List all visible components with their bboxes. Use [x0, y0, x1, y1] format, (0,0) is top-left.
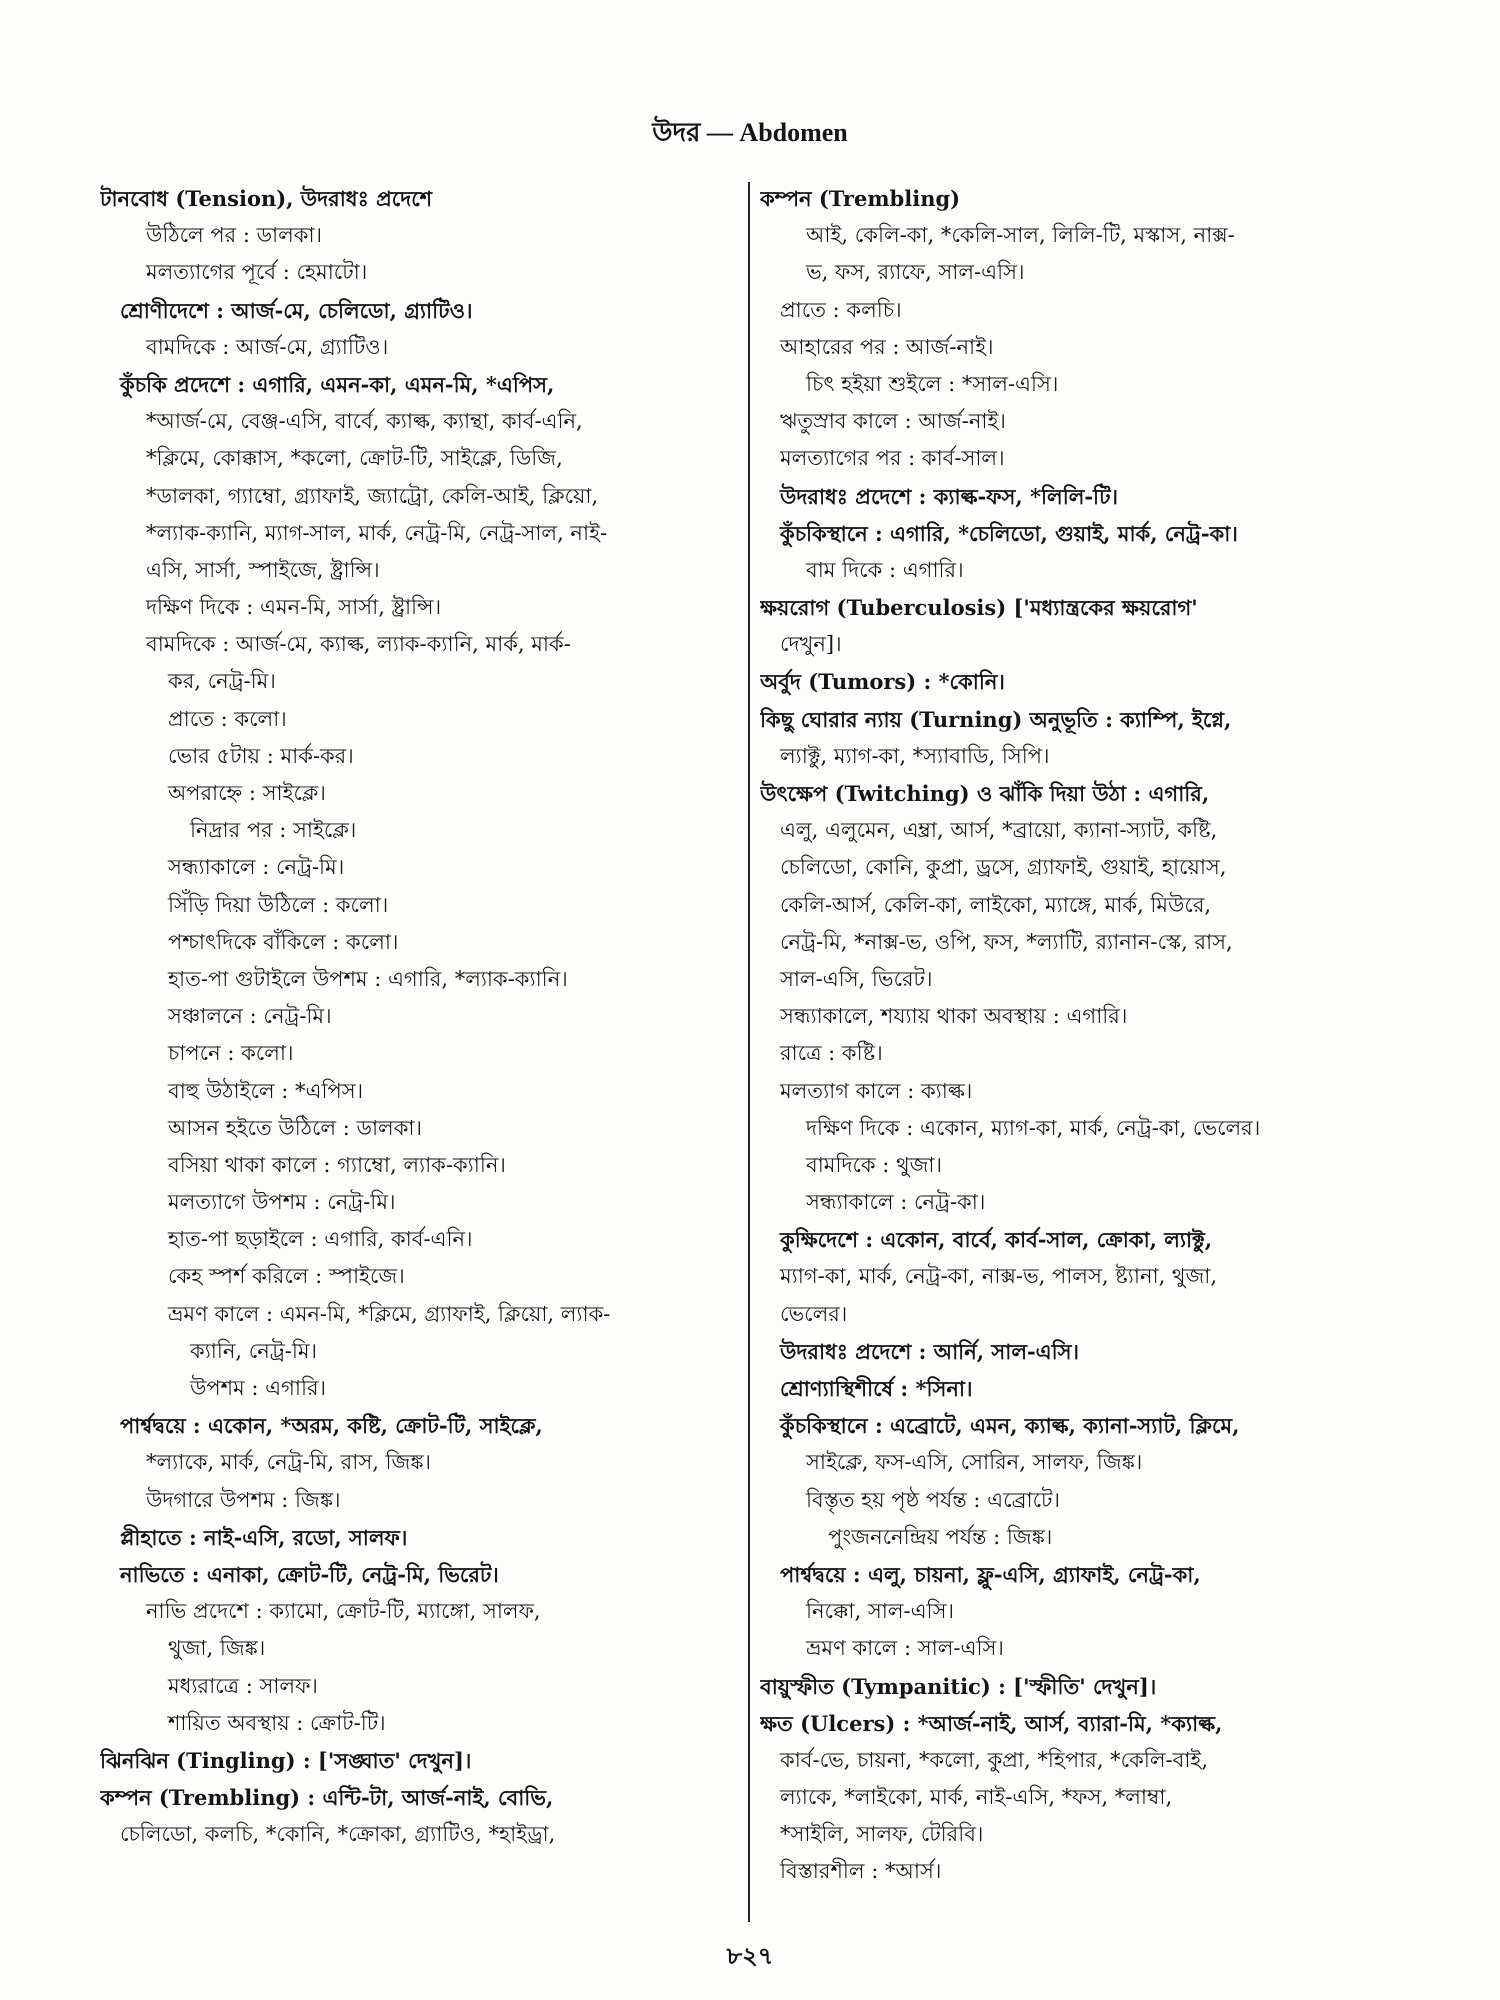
- repertory-line: নেট্র-মি, *নাক্স-ভ, ওপি, ফস, *ল্যাটি, র‍্যানান-স্কে, রাস,: [780, 929, 1233, 954]
- left-column: [100, 180, 740, 1853]
- repertory-line: বামদিকে : আর্জ-মে, গ্র্যাটিও।: [146, 334, 389, 359]
- repertory-line: সাইক্লে, ফস-এসি, সোরিন, সালফ, জিঙ্ক।: [806, 1450, 1143, 1475]
- repertory-line: বাম দিকে : এগারি।: [806, 557, 964, 582]
- repertory-line: ভেলের।: [780, 1301, 848, 1326]
- page-header: উদর — Abdomen: [652, 118, 848, 147]
- repertory-line: চাপনে : কলো।: [168, 1041, 294, 1066]
- repertory-line: বায়ুস্ফীত (Tympanitic) : ['স্ফীতি' দেখুন]।: [760, 1673, 1157, 1699]
- repertory-line: উদরাধঃ প্রদেশে : ক্যাল্ক-ফস, *লিলি-টি।: [780, 483, 1119, 509]
- repertory-line: কুঁচকি প্রদেশে : এগারি, এমন-কা, এমন-মি, *এপিস,: [120, 371, 555, 397]
- repertory-line: সন্ধ্যাকালে, শয্যায় থাকা অবস্থায় : এগারি।: [780, 1004, 1128, 1029]
- repertory-line: নিদ্রার পর : সাইক্লে।: [190, 818, 357, 843]
- repertory-line: শায়িত অবস্থায় : ক্রোট-টি।: [168, 1710, 386, 1735]
- page-number: ৮২৭: [726, 1941, 774, 1970]
- repertory-line: দক্ষিণ দিকে : এমন-মি, সার্সা, ষ্ট্রান্সি।: [146, 595, 442, 620]
- repertory-line: কম্পন (Trembling) : এন্টি-টা, আর্জ-নাই, বোভি,: [100, 1785, 554, 1811]
- repertory-line: শ্রোণ্যাস্থিশীর্ষে : *সিনা।: [780, 1376, 973, 1401]
- repertory-line: হাত-পা গুটাইলে উপশম : এগারি, *ল্যাক-ক্যানি।: [168, 966, 568, 991]
- repertory-line: মধ্যরাত্রে : সালফ।: [168, 1673, 318, 1698]
- repertory-line: বসিয়া থাকা কালে : গ্যাম্বো, ল্যাক-ক্যানি।: [168, 1152, 506, 1177]
- repertory-line: ঋতুস্রাব কালে : আর্জ-নাই।: [780, 409, 1006, 434]
- repertory-line: *ল্যাকে, মার্ক, নেট্র-মি, রাস, জিঙ্ক।: [146, 1450, 431, 1475]
- repertory-line: আসন হইতে উঠিলে : ডালকা।: [168, 1115, 422, 1140]
- repertory-line: ক্যানি, নেট্র-মি।: [190, 1338, 318, 1363]
- repertory-line: সিঁড়ি দিয়া উঠিলে : কলো।: [168, 892, 389, 917]
- repertory-line: দক্ষিণ দিকে : একোন, ম্যাগ-কা, মার্ক, নেট্র-কা, ভেলের।: [806, 1115, 1261, 1140]
- repertory-line: *আর্জ-মে, বেঞ্জ-এসি, বার্বে, ক্যাল্ক, ক্যান্থা, কার্ব-এনি,: [146, 409, 583, 434]
- repertory-line: কেহ স্পর্শ করিলে : স্পাইজে।: [168, 1264, 405, 1289]
- repertory-line: প্রাতে : কলচি।: [780, 297, 902, 322]
- repertory-line: ঝিনঝিন (Tingling) : ['সঙ্ঘাত' দেখুন]।: [100, 1747, 472, 1773]
- repertory-line: এলু, এলুমেন, এম্ব্রা, আর্স, *ব্রায়ো, ক্যানা-স্যাট, কষ্টি,: [780, 818, 1218, 843]
- repertory-line: নাভিতে : এনাকা, ক্রোট-টি, নেট্র-মি, ভিরেট।: [120, 1561, 499, 1587]
- repertory-line: চিৎ হইয়া শুইলে : *সাল-এসি।: [806, 371, 1059, 396]
- repertory-line: আই, কেলি-কা, *কেলি-সাল, লিলি-টি, মস্কাস, নাক্স-: [806, 223, 1235, 248]
- repertory-line: এসি, সার্সা, স্পাইজে, ষ্ট্রান্সি।: [146, 557, 380, 582]
- repertory-line: পার্শ্বদ্বয়ে : একোন, *অরম, কষ্টি, ক্রোট-টি, সাইক্লে,: [120, 1413, 543, 1439]
- repertory-line: বামদিকে : থুজা।: [806, 1152, 943, 1177]
- repertory-line: অপরাহ্নে : সাইক্লে।: [168, 781, 326, 805]
- repertory-line: *ডালকা, গ্যাম্বো, গ্র্যাফাই, জ্যাট্রো, কেলি-আই, ক্লিয়ো,: [146, 483, 599, 508]
- repertory-line: থুজা, জিঙ্ক।: [168, 1636, 266, 1661]
- repertory-line: উৎক্ষেপ (Twitching) ও ঝাঁকি দিয়া উঠা : এগারি,: [760, 781, 1210, 806]
- repertory-line: মলত্যাগ কালে : ক্যাল্ক।: [780, 1078, 973, 1103]
- repertory-line: মলত্যাগে উপশম : নেট্র-মি।: [168, 1190, 396, 1215]
- repertory-line: উদরাধঃ প্রদেশে : আর্নি, সাল-এসি।: [780, 1338, 1080, 1364]
- repertory-line: ল্যাক্টু, ম্যাগ-কা, *স্যাবাডি, সিপি।: [780, 743, 1050, 768]
- repertory-line: প্লীহাতে : নাই-এসি, রডো, সালফ।: [120, 1524, 408, 1550]
- repertory-line: ল্যাকে, *লাইকো, মার্ক, নাই-এসি, *ফস, *লাম্বা,: [780, 1785, 1173, 1810]
- repertory-line: সঞ্চালনে : নেট্র-মি।: [168, 1004, 332, 1029]
- repertory-line: উপশম : এগারি।: [190, 1376, 327, 1400]
- repertory-line: হাত-পা ছড়াইলে : এগারি, কার্ব-এনি।: [168, 1227, 473, 1252]
- repertory-line: ভ্রমণ কালে : এমন-মি, *ক্লিমে, গ্র্যাফাই, ক্লিয়ো, ল্যাক-: [168, 1301, 611, 1326]
- repertory-line: অর্বুদ (Tumors) : *কোনি।: [760, 669, 1005, 695]
- repertory-line: কর, নেট্র-মি।: [168, 669, 276, 694]
- repertory-line: সাল-এসি, ভিরেট।: [780, 966, 933, 991]
- repertory-line: কেলি-আর্স, কেলি-কা, লাইকো, ম্যাঙ্গে, মার্ক, মিউরে,: [780, 892, 1212, 917]
- repertory-line: বিস্তৃত হয় পৃষ্ঠ পর্যন্ত : এব্রোটে।: [806, 1487, 1061, 1512]
- repertory-line: সন্ধ্যাকালে : নেট্র-মি।: [168, 855, 345, 880]
- repertory-line: *ল্যাক-ক্যানি, ম্যাগ-সাল, মার্ক, নেট্র-মি, নেট্র-সাল, নাই-: [146, 520, 608, 545]
- right-column: [760, 180, 1400, 1891]
- repertory-line: মলত্যাগের পর : কার্ব-সাল।: [780, 446, 1005, 471]
- repertory-line: ক্ষত (Ulcers) : *আর্জ-নাই, আর্স, ব্যারা-মি, *ক্যাল্ক,: [760, 1710, 1223, 1736]
- repertory-line: পশ্চাৎদিকে বাঁকিলে : কলো।: [168, 929, 399, 954]
- repertory-line: সন্ধ্যাকালে : নেট্র-কা।: [806, 1190, 986, 1215]
- repertory-line: শ্রোণীদেশে : আর্জ-মে, চেলিডো, গ্র্যাটিও।: [120, 297, 473, 323]
- repertory-line: কার্ব-ভে, চায়না, *কলো, কুপ্রা, *হিপার, *কেলি-বাই,: [780, 1747, 1209, 1772]
- repertory-line: ম্যাগ-কা, মার্ক, নেট্র-কা, নাক্স-ভ, পালস, ষ্ট্যানা, থুজা,: [780, 1264, 1218, 1289]
- repertory-line: কিছু ঘোরার ন্যায় (Turning) অনুভূতি : ক্যাম্পি, ইগ্নে,: [760, 706, 1232, 732]
- repertory-line: বামদিকে : আর্জ-মে, ক্যাল্ক, ল্যাক-ক্যানি, মার্ক, মার্ক-: [146, 632, 571, 657]
- repertory-line: কুঁচকিস্থানে : এগারি, *চেলিডো, গুয়াই, মার্ক, নেট্র-কা।: [780, 520, 1238, 546]
- repertory-line: কম্পন (Trembling): [760, 186, 961, 211]
- repertory-line: *সাইলি, সালফ, টেরিবি।: [780, 1822, 984, 1847]
- repertory-line: আহারের পর : আর্জ-নাই।: [780, 334, 994, 359]
- repertory-line: পুংজননেন্দ্রিয় পর্যন্ত : জিঙ্ক।: [828, 1524, 1053, 1549]
- repertory-line: ভ, ফস, র‍্যাফে, সাল-এসি।: [806, 260, 1025, 285]
- repertory-line: টানবোধ (Tension), উদরাধঃ প্রদেশে: [100, 186, 433, 211]
- repertory-line: বাহু উঠাইলে : *এপিস।: [168, 1078, 364, 1103]
- repertory-line: নিক্কো, সাল-এসি।: [806, 1599, 954, 1624]
- repertory-line: প্রাতে : কলো।: [168, 706, 287, 731]
- repertory-line: পার্শ্বদ্বয়ে : এলু, চায়না, ফ্লু-এসি, গ্র্যাফাই, নেট্র-কা,: [780, 1561, 1201, 1587]
- repertory-line: *ক্লিমে, কোক্কাস, *কলো, ক্রোট-টি, সাইক্লে, ডিজি,: [146, 446, 563, 471]
- repertory-line: উদগারে উপশম : জিঙ্ক।: [146, 1487, 341, 1512]
- repertory-line: ভ্রমণ কালে : সাল-এসি।: [806, 1636, 1004, 1661]
- repertory-line: চেলিডো, কলচি, *কোনি, *ক্রোকা, গ্র্যাটিও, *হাইড্রা,: [120, 1822, 556, 1847]
- repertory-line: রাত্রে : কষ্টি।: [780, 1041, 883, 1066]
- repertory-line: মলত্যাগের পূর্বে : হেমাটো।: [146, 260, 368, 285]
- repertory-line: উঠিলে পর : ডালকা।: [146, 223, 323, 248]
- repertory-line: চেলিডো, কোনি, কুপ্রা, ড্রসে, গ্র্যাফাই, গুয়াই, হায়োস,: [780, 855, 1227, 880]
- repertory-line: কুঁচকিস্থানে : এব্রোটে, এমন, ক্যাল্ক, ক্যানা-স্যাট, ক্লিমে,: [780, 1413, 1240, 1439]
- repertory-line: ক্ষয়রোগ (Tuberculosis) ['মধ্যান্ত্রকের ক্ষয়রোগ': [760, 595, 1198, 621]
- repertory-line: ভোর ৫টায় : মার্ক-কর।: [168, 743, 354, 768]
- column-divider: [748, 182, 750, 1922]
- repertory-line: নাভি প্রদেশে : ক্যামো, ক্রোট-টি, ম্যাঙ্গো, সালফ,: [146, 1599, 541, 1624]
- repertory-line: কুক্ষিদেশে : একোন, বার্বে, কার্ব-সাল, ক্রোকা, ল্যাক্টু,: [780, 1227, 1213, 1253]
- repertory-line: বিস্তারশীল : *আর্স।: [780, 1859, 942, 1884]
- repertory-line: দেখুন]।: [780, 632, 842, 657]
